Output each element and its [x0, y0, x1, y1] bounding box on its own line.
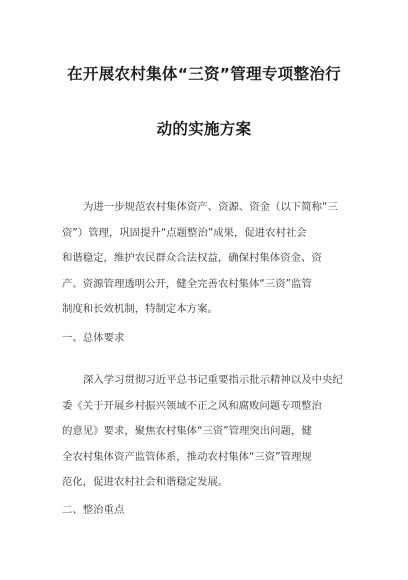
intro-line: 产、资源管理透明公开，健全完善农村集体“三资”监管: [62, 277, 312, 290]
section1-line: 的意见》要求，聚焦农村集体“三资”管理突出问题，健: [62, 425, 312, 437]
intro-paragraph: [62, 195, 346, 323]
section1-paragraph: [62, 368, 346, 496]
intro-line: 制度和长效机制，特制定本方案。: [62, 303, 218, 315]
section-heading-general-requirements: 一、总体要求: [62, 332, 125, 344]
section1-line: 深入学习贯彻习近平总书记重要指示批示精神以及中央纪: [83, 374, 343, 386]
intro-line: 资”）管理，巩固提升“点题整治”成果，促进农村社会: [62, 226, 307, 239]
intro-line: 为进一步规范农村集体资产、资源、资金（以下简称“三: [83, 201, 338, 213]
section1-line: 全农村集体资产监管体系，推动农村集体“三资”管理规: [62, 450, 312, 463]
section1-line: 范化，促进农村社会和谐稳定发展。: [62, 476, 229, 488]
section1-line: 委《关于开展乡村振兴领域不正之风和腐败问题专项整治: [62, 399, 322, 412]
section-heading-key-points: 二、整治重点: [62, 504, 125, 516]
document-title-line-1: 在开展农村集体“三资”管理专项整治行: [67, 65, 341, 83]
intro-line: 和谐稳定，维护农民群众合法权益，确保村集体资金、资: [62, 252, 322, 264]
document-title-line-2: 动的实施方案: [156, 120, 252, 138]
